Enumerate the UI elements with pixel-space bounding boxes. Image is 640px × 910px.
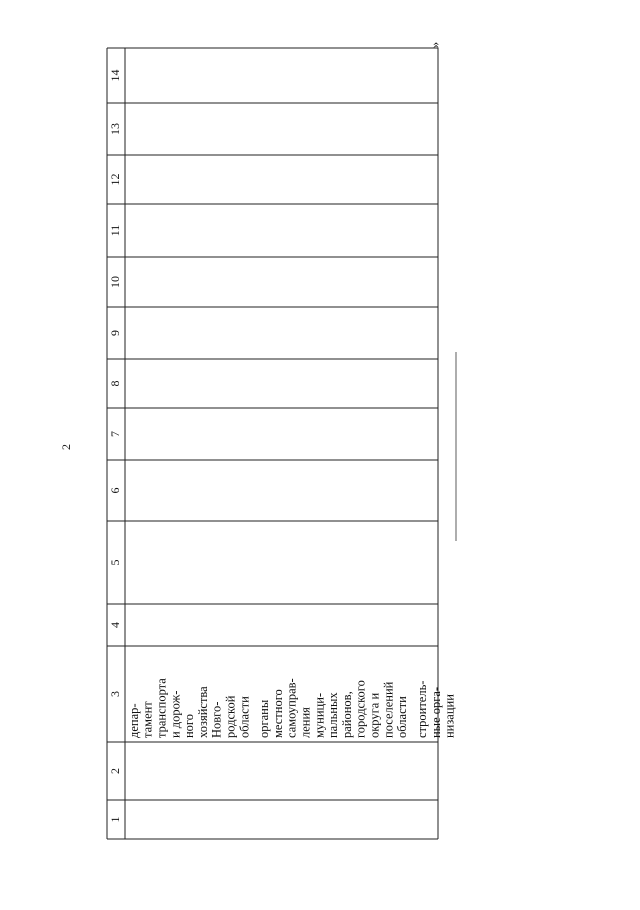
column-number-label: 2: [107, 768, 122, 774]
column-3-line: ные орга-: [428, 686, 443, 738]
column-number-label: 8: [107, 380, 122, 387]
column-number-label: 10: [107, 276, 122, 288]
column-3-entry: [415, 681, 457, 738]
column-3-line: Новго-: [209, 701, 224, 738]
column-number-row: [108, 70, 122, 823]
column-3-line: местного: [270, 689, 285, 738]
column-3-line: самоуправ-: [284, 678, 299, 738]
column-3-line: поселений: [381, 681, 396, 738]
column-3-line: ления: [298, 707, 313, 738]
column-3-line: депар-: [126, 703, 141, 738]
column-number-label: 6: [107, 487, 122, 494]
column-3-line: муници-: [312, 692, 327, 738]
column-3-line: пальных: [326, 692, 341, 738]
column-3-line: городского: [353, 680, 368, 738]
column-3-line: области: [395, 696, 410, 738]
column-3-line: органы: [257, 699, 272, 738]
column-3-entry: [257, 678, 409, 738]
column-number-label: 1: [107, 816, 122, 823]
closing-quote-mark: »: [426, 41, 442, 49]
page-number: [59, 444, 73, 450]
column-number-label: 14: [107, 69, 122, 82]
column-number-label: 7: [107, 431, 122, 437]
column-3-line: районов,: [339, 691, 354, 738]
column-number-label: 4: [107, 622, 122, 628]
column-3-line: строитель-: [415, 680, 430, 738]
column-3-line: хозяйства: [195, 686, 210, 738]
column-3-line: низации: [442, 694, 457, 738]
column-number-label: 3: [107, 691, 122, 697]
column-3-line: родской: [223, 695, 238, 738]
column-number-label: 12: [107, 173, 122, 186]
data-table: [107, 48, 457, 839]
column-3-line: ного: [182, 713, 197, 738]
column-number-label: 13: [107, 123, 122, 135]
column-number-label: 9: [107, 330, 122, 336]
column-3-entries: [127, 678, 457, 738]
column-3-line: области: [237, 696, 252, 738]
column-3-line: тамент: [140, 701, 155, 738]
column-3-entry: [127, 678, 251, 738]
page-number-text: 2: [58, 444, 73, 450]
column-3-line: и дорож-: [168, 690, 183, 738]
column-3-line: транспорта: [154, 678, 169, 738]
column-3-line: округа и: [367, 692, 382, 738]
column-number-label: 11: [107, 224, 122, 237]
column-number-label: 5: [107, 559, 122, 566]
